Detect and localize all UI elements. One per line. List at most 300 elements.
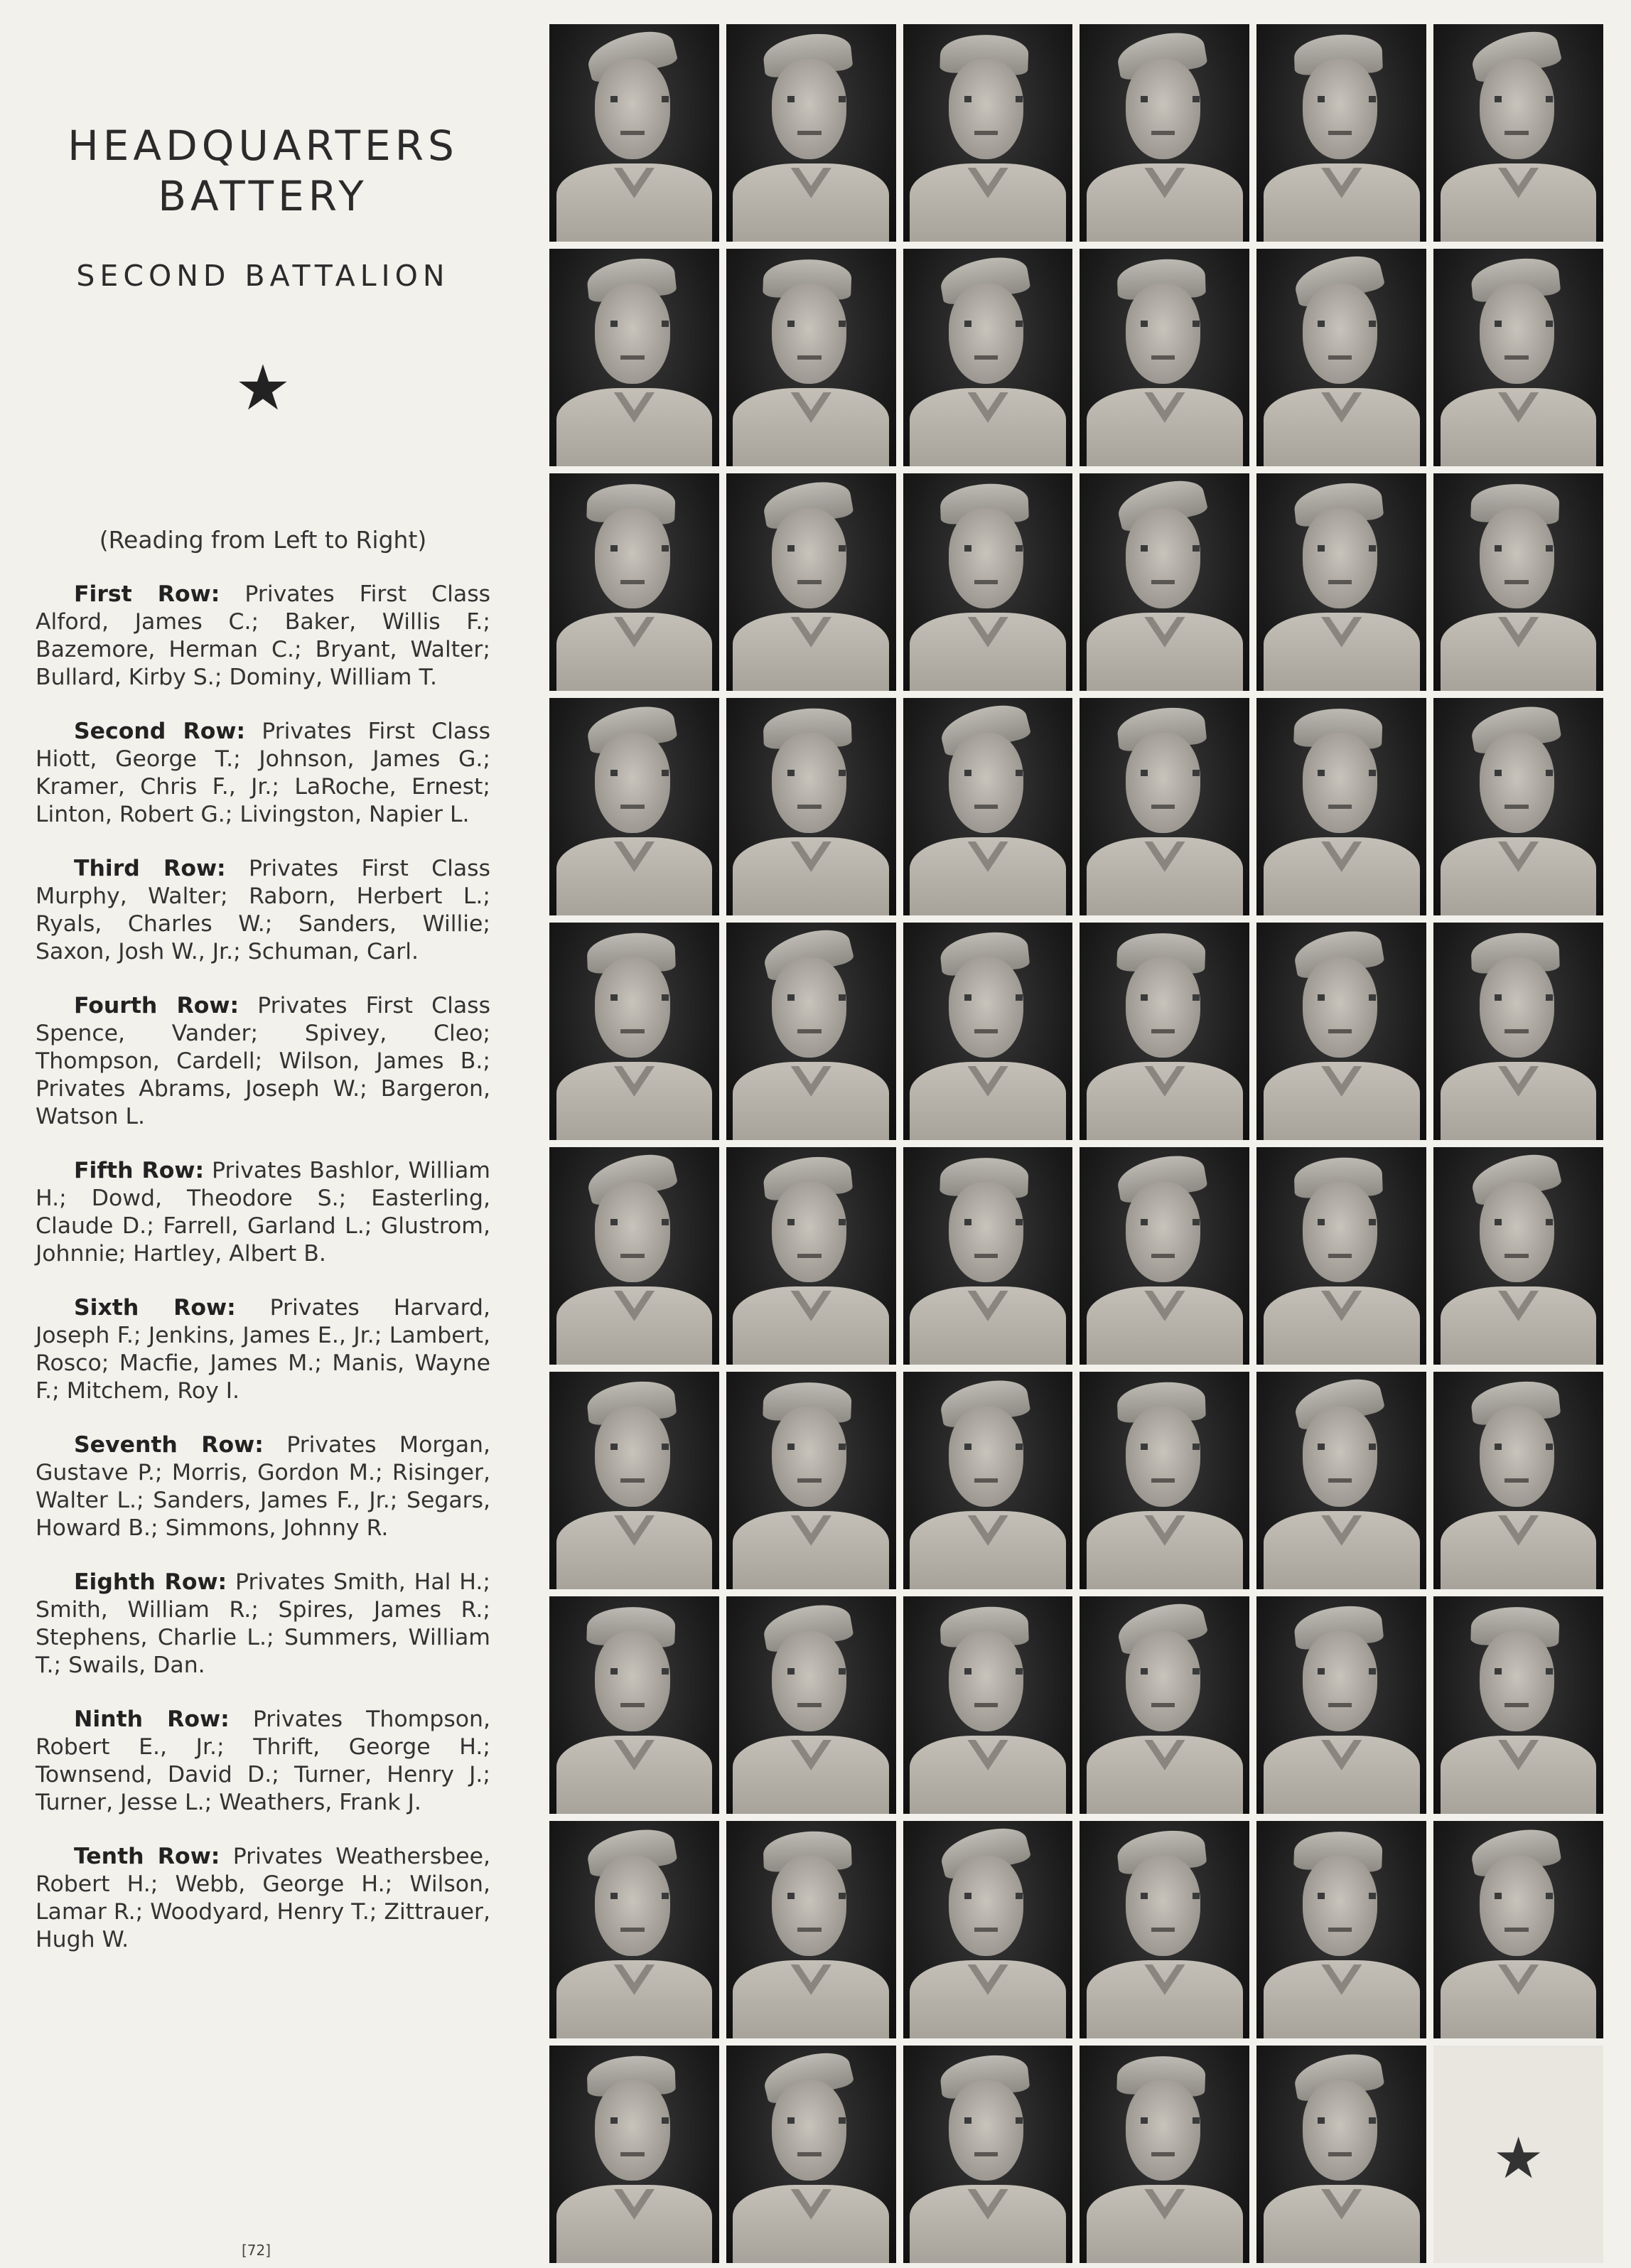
portrait-mouth <box>974 1703 998 1707</box>
portrait-shirt <box>1441 1511 1597 1589</box>
soldier-portrait <box>549 1147 719 1365</box>
portrait-eyes <box>1141 1444 1199 1450</box>
portrait-mouth <box>1328 805 1352 809</box>
portrait-face <box>1303 957 1377 1058</box>
portrait-shirt <box>1087 837 1243 915</box>
soldier-portrait <box>1080 1372 1249 1589</box>
reading-note: (Reading from Left to Right) <box>99 525 427 554</box>
portrait-shirt <box>1264 837 1420 915</box>
soldier-portrait <box>903 473 1073 691</box>
soldier-portrait <box>726 1372 896 1589</box>
soldier-portrait <box>549 1372 719 1589</box>
portrait-shirt <box>1264 613 1420 691</box>
roster-row-3 <box>36 855 490 966</box>
roster-row-6 <box>36 1294 490 1405</box>
soldier-portrait <box>1080 2046 1249 2263</box>
portrait-face <box>595 1856 669 1956</box>
soldier-portrait <box>549 473 719 691</box>
portrait-eyes <box>610 1668 669 1675</box>
portrait-mouth <box>620 1703 644 1707</box>
soldier-portrait <box>726 1821 896 2038</box>
portrait-eyes <box>610 1219 669 1225</box>
portrait-mouth <box>974 805 998 809</box>
soldier-portrait <box>726 698 896 915</box>
portrait-face <box>1303 1182 1377 1282</box>
portrait-face <box>595 1182 669 1282</box>
portrait-face <box>595 508 669 608</box>
portrait-shirt <box>556 1062 713 1140</box>
portrait-shirt <box>1441 1062 1597 1140</box>
portrait-shirt <box>733 1062 889 1140</box>
soldier-portrait <box>549 1821 719 2038</box>
portrait-mouth <box>974 1928 998 1932</box>
portrait-eyes <box>1318 545 1376 552</box>
roster-row-8 <box>36 1569 490 1679</box>
portrait-shirt <box>556 837 713 915</box>
row-names: Privates Weathersbee, Robert H.; Webb, George H.; Wilson, Lamar R.; Woodyard, Henry T.; Zittrauer, Hugh W. <box>36 1843 490 1952</box>
portrait-eyes <box>1495 545 1553 552</box>
portrait-shirt <box>1441 1286 1597 1365</box>
portrait-face <box>772 508 846 608</box>
portrait-mouth <box>1328 1928 1352 1932</box>
row-names: Privates First Class Hiott, George T.; Johnson, James G.; Kramer, Chris F., Jr.; LaRoche, Ernest; Linton, Robert G.; Livingston, Napier L. <box>36 718 490 827</box>
end-star-cell <box>1433 2046 1603 2263</box>
soldier-portrait <box>903 923 1073 1140</box>
portrait-face <box>595 284 669 384</box>
soldier-portrait <box>1080 473 1249 691</box>
portrait-shirt <box>733 613 889 691</box>
portrait-eyes <box>1141 994 1199 1001</box>
portrait-shirt <box>1087 163 1243 242</box>
portrait-eyes <box>1318 1668 1376 1675</box>
portrait-face <box>772 59 846 159</box>
portrait-eyes <box>964 96 1023 102</box>
soldier-portrait <box>903 1372 1073 1589</box>
portrait-eyes <box>964 1893 1023 1899</box>
portrait-mouth <box>1504 580 1528 584</box>
portrait-shirt <box>1441 163 1597 242</box>
row-label: Sixth Row: <box>74 1294 236 1321</box>
portrait-shirt <box>1264 1736 1420 1814</box>
soldier-portrait <box>1256 1372 1426 1589</box>
portrait-eyes <box>1318 1893 1376 1899</box>
portrait-face <box>1480 1182 1554 1282</box>
portrait-mouth <box>974 2152 998 2156</box>
portrait-shirt <box>1264 1960 1420 2038</box>
portrait-eyes <box>610 1444 669 1450</box>
soldier-portrait <box>903 1821 1073 2038</box>
portrait-shirt <box>910 163 1066 242</box>
soldier-portrait <box>1433 1821 1603 2038</box>
portrait-grid <box>549 24 1603 2263</box>
portrait-mouth <box>1328 131 1352 135</box>
portrait-shirt <box>1264 388 1420 466</box>
row-names: Privates Thompson, Robert E., Jr.; Thrift, George H.; Townsend, David D.; Turner, Henry J.; Turner, Jesse L.; Weathers, Frank J. <box>36 1706 490 1815</box>
portrait-eyes <box>1495 96 1553 102</box>
row-label: Seventh Row: <box>74 1431 264 1458</box>
roster-row-10 <box>36 1843 490 1954</box>
portrait-face <box>1303 1407 1377 1507</box>
soldier-portrait <box>726 1147 896 1365</box>
portrait-shirt <box>556 2185 713 2263</box>
portrait-eyes <box>1141 1219 1199 1225</box>
portrait-mouth <box>1151 1928 1175 1932</box>
portrait-mouth <box>620 1478 644 1483</box>
portrait-face <box>1303 733 1377 833</box>
portrait-face <box>1480 508 1554 608</box>
row-label: Fifth Row: <box>74 1157 205 1183</box>
roster-row-1 <box>36 581 490 692</box>
portrait-eyes <box>1141 545 1199 552</box>
portrait-mouth <box>1328 1254 1352 1258</box>
soldier-portrait <box>903 24 1073 242</box>
soldier-portrait <box>726 24 896 242</box>
soldier-portrait <box>549 249 719 466</box>
portrait-face <box>1126 1631 1200 1731</box>
portrait-eyes <box>1495 994 1553 1001</box>
portrait-mouth <box>1504 1029 1528 1033</box>
portrait-eyes <box>787 1668 846 1675</box>
portrait-mouth <box>1151 355 1175 360</box>
portrait-face <box>1480 733 1554 833</box>
portrait-shirt <box>1264 1062 1420 1140</box>
portrait-face <box>1480 1856 1554 1956</box>
portrait-mouth <box>1504 131 1528 135</box>
portrait-eyes <box>787 96 846 102</box>
soldier-portrait <box>549 1596 719 1814</box>
soldier-portrait <box>903 249 1073 466</box>
portrait-face <box>1126 284 1200 384</box>
portrait-eyes <box>1318 96 1376 102</box>
portrait-mouth <box>1504 1928 1528 1932</box>
roster-row-4 <box>36 992 490 1131</box>
portrait-shirt <box>733 2185 889 2263</box>
portrait-shirt <box>1087 613 1243 691</box>
portrait-shirt <box>1441 613 1597 691</box>
soldier-portrait <box>1256 249 1426 466</box>
portrait-eyes <box>787 1444 846 1450</box>
soldier-portrait <box>549 2046 719 2263</box>
portrait-eyes <box>610 545 669 552</box>
soldier-portrait <box>1080 698 1249 915</box>
portrait-mouth <box>1151 1478 1175 1483</box>
portrait-face <box>772 1856 846 1956</box>
portrait-eyes <box>1318 2117 1376 2124</box>
portrait-face <box>949 1631 1023 1731</box>
soldier-portrait <box>549 698 719 915</box>
portrait-shirt <box>1087 1960 1243 2038</box>
portrait-mouth <box>797 805 821 809</box>
portrait-shirt <box>733 388 889 466</box>
portrait-face <box>772 1182 846 1282</box>
portrait-face <box>772 733 846 833</box>
portrait-shirt <box>1087 1286 1243 1365</box>
portrait-shirt <box>556 1736 713 1814</box>
portrait-shirt <box>733 1511 889 1589</box>
portrait-shirt <box>1264 1511 1420 1589</box>
portrait-shirt <box>1087 1511 1243 1589</box>
portrait-mouth <box>974 1254 998 1258</box>
soldier-portrait <box>1256 24 1426 242</box>
portrait-face <box>595 733 669 833</box>
portrait-eyes <box>1141 770 1199 776</box>
portrait-eyes <box>610 96 669 102</box>
portrait-face <box>595 957 669 1058</box>
soldier-portrait <box>1433 24 1603 242</box>
portrait-eyes <box>1141 96 1199 102</box>
portrait-eyes <box>964 1219 1023 1225</box>
soldier-portrait <box>1080 1147 1249 1365</box>
portrait-face <box>1303 508 1377 608</box>
portrait-mouth <box>974 580 998 584</box>
portrait-face <box>595 1407 669 1507</box>
soldier-portrait <box>726 923 896 1140</box>
portrait-face <box>949 1407 1023 1507</box>
portrait-eyes <box>1141 2117 1199 2124</box>
portrait-shirt <box>1441 388 1597 466</box>
row-names: Privates First Class Alford, James C.; Baker, Willis F.; Bazemore, Herman C.; Bryant, Walter; Bullard, Kirby S.; Dominy, William T. <box>36 581 491 690</box>
title-line-1: HEADQUARTERS <box>68 122 458 170</box>
portrait-eyes <box>1318 321 1376 327</box>
roster-row-9 <box>36 1706 490 1817</box>
portrait-mouth <box>1151 1703 1175 1707</box>
soldier-portrait <box>1433 249 1603 466</box>
portrait-shirt <box>910 1736 1066 1814</box>
soldier-portrait <box>549 24 719 242</box>
portrait-shirt <box>910 388 1066 466</box>
portrait-face <box>1126 1856 1200 1956</box>
page-number: [72] <box>242 2242 271 2259</box>
portrait-shirt <box>910 2185 1066 2263</box>
portrait-face <box>1480 59 1554 159</box>
portrait-eyes <box>964 545 1023 552</box>
portrait-eyes <box>1318 994 1376 1001</box>
portrait-eyes <box>787 2117 846 2124</box>
portrait-shirt <box>733 1286 889 1365</box>
portrait-mouth <box>797 1254 821 1258</box>
row-names: Privates First Class Spence, Vander; Spivey, Cleo; Thompson, Cardell; Wilson, James B.; Privates Abrams, Joseph W.; Bargeron, Watson L. <box>36 992 491 1129</box>
portrait-shirt <box>556 1960 713 2038</box>
portrait-face <box>1126 1182 1200 1282</box>
portrait-mouth <box>1328 355 1352 360</box>
row-label: Fourth Row: <box>74 992 239 1019</box>
portrait-shirt <box>910 1511 1066 1589</box>
portrait-face <box>772 957 846 1058</box>
portrait-eyes <box>610 994 669 1001</box>
portrait-eyes <box>610 1893 669 1899</box>
soldier-portrait <box>549 923 719 1140</box>
portrait-eyes <box>1495 321 1553 327</box>
portrait-shirt <box>556 163 713 242</box>
portrait-mouth <box>620 1254 644 1258</box>
portrait-eyes <box>787 1219 846 1225</box>
portrait-face <box>1303 284 1377 384</box>
portrait-mouth <box>1504 1703 1528 1707</box>
portrait-mouth <box>1151 580 1175 584</box>
page-title <box>36 121 490 222</box>
portrait-face <box>949 733 1023 833</box>
portrait-shirt <box>556 1286 713 1365</box>
portrait-eyes <box>1318 770 1376 776</box>
portrait-mouth <box>1151 1029 1175 1033</box>
portrait-mouth <box>974 1478 998 1483</box>
soldier-portrait <box>1080 923 1249 1140</box>
star-divider-icon: ★ <box>235 350 291 424</box>
portrait-eyes <box>1495 1444 1553 1450</box>
portrait-face <box>595 2080 669 2181</box>
soldier-portrait <box>903 1147 1073 1365</box>
soldier-portrait <box>1433 473 1603 691</box>
soldier-portrait <box>1256 2046 1426 2263</box>
portrait-face <box>949 1856 1023 1956</box>
portrait-face <box>595 1631 669 1731</box>
portrait-mouth <box>620 1928 644 1932</box>
portrait-mouth <box>797 2152 821 2156</box>
portrait-eyes <box>964 1444 1023 1450</box>
soldier-portrait <box>1256 1821 1426 2038</box>
portrait-face <box>1126 733 1200 833</box>
portrait-mouth <box>1504 355 1528 360</box>
portrait-eyes <box>964 1668 1023 1675</box>
portrait-face <box>1303 1631 1377 1731</box>
portrait-eyes <box>1495 1219 1553 1225</box>
soldier-portrait <box>726 249 896 466</box>
portrait-shirt <box>910 613 1066 691</box>
soldier-portrait <box>1433 1372 1603 1589</box>
portrait-shirt <box>1441 1960 1597 2038</box>
portrait-face <box>1303 2080 1377 2181</box>
portrait-shirt <box>1087 1062 1243 1140</box>
portrait-shirt <box>733 837 889 915</box>
soldier-portrait <box>726 2046 896 2263</box>
page-subtitle: SECOND BATTALION <box>76 258 450 293</box>
portrait-shirt <box>910 837 1066 915</box>
soldier-portrait <box>903 1596 1073 1814</box>
portrait-mouth <box>797 355 821 360</box>
portrait-mouth <box>797 1928 821 1932</box>
soldier-portrait <box>1256 473 1426 691</box>
roster-row-7 <box>36 1431 490 1542</box>
soldier-portrait <box>1080 24 1249 242</box>
portrait-mouth <box>1328 580 1352 584</box>
portrait-mouth <box>620 1029 644 1033</box>
portrait-shirt <box>1264 1286 1420 1365</box>
portrait-eyes <box>964 2117 1023 2124</box>
title-line-2: BATTERY <box>158 171 368 220</box>
portrait-shirt <box>556 1511 713 1589</box>
portrait-eyes <box>1495 770 1553 776</box>
portrait-eyes <box>1495 1893 1553 1899</box>
portrait-mouth <box>1328 1029 1352 1033</box>
portrait-eyes <box>787 1893 846 1899</box>
roster-list <box>36 581 490 1954</box>
portrait-mouth <box>1151 131 1175 135</box>
soldier-portrait <box>1256 1596 1426 1814</box>
portrait-eyes <box>1495 1668 1553 1675</box>
portrait-face <box>1480 1631 1554 1731</box>
end-star-icon: ★ <box>1492 2125 1544 2191</box>
row-label: Third Row: <box>74 855 226 881</box>
portrait-mouth <box>1151 805 1175 809</box>
portrait-mouth <box>1328 2152 1352 2156</box>
portrait-shirt <box>1087 388 1243 466</box>
portrait-eyes <box>1318 1444 1376 1450</box>
portrait-face <box>772 1631 846 1731</box>
portrait-mouth <box>797 1029 821 1033</box>
portrait-mouth <box>1504 1254 1528 1258</box>
portrait-face <box>1303 59 1377 159</box>
portrait-eyes <box>1318 1219 1376 1225</box>
roster-row-2 <box>36 718 490 829</box>
portrait-eyes <box>787 770 846 776</box>
portrait-mouth <box>797 580 821 584</box>
portrait-mouth <box>1328 1478 1352 1483</box>
portrait-mouth <box>797 1703 821 1707</box>
portrait-face <box>1480 284 1554 384</box>
soldier-portrait <box>726 1596 896 1814</box>
portrait-face <box>772 2080 846 2181</box>
row-label: Second Row: <box>74 718 246 744</box>
portrait-mouth <box>1151 2152 1175 2156</box>
portrait-face <box>1126 2080 1200 2181</box>
soldier-portrait <box>1256 1147 1426 1365</box>
portrait-face <box>1480 957 1554 1058</box>
portrait-mouth <box>620 131 644 135</box>
portrait-face <box>949 284 1023 384</box>
portrait-eyes <box>787 994 846 1001</box>
soldier-portrait <box>1256 698 1426 915</box>
portrait-shirt <box>910 1286 1066 1365</box>
portrait-face <box>1126 508 1200 608</box>
portrait-shirt <box>733 1736 889 1814</box>
portrait-shirt <box>1264 163 1420 242</box>
portrait-mouth <box>974 1029 998 1033</box>
portrait-eyes <box>964 321 1023 327</box>
portrait-face <box>949 2080 1023 2181</box>
portrait-mouth <box>797 1478 821 1483</box>
portrait-mouth <box>1328 1703 1352 1707</box>
row-label: Tenth Row: <box>74 1843 220 1869</box>
portrait-mouth <box>620 355 644 360</box>
soldier-portrait <box>1256 923 1426 1140</box>
soldier-portrait <box>1080 1596 1249 1814</box>
row-label: First Row: <box>74 581 220 607</box>
portrait-face <box>1126 957 1200 1058</box>
row-names: Privates Harvard, Joseph F.; Jenkins, James E., Jr.; Lambert, Rosco; Macfie, James M.; Manis, Wayne F.; Mitchem, Roy I. <box>36 1294 490 1404</box>
row-label: Eighth Row: <box>74 1569 227 1595</box>
portrait-face <box>772 1407 846 1507</box>
portrait-eyes <box>1141 1893 1199 1899</box>
portrait-face <box>772 284 846 384</box>
row-names: Privates First Class Murphy, Walter; Raborn, Herbert L.; Ryals, Charles W.; Sanders, Willie; Saxon, Josh W., Jr.; Schuman, Carl. <box>36 855 491 964</box>
portrait-face <box>1480 1407 1554 1507</box>
portrait-shirt <box>733 1960 889 2038</box>
portrait-face <box>949 59 1023 159</box>
portrait-shirt <box>910 1062 1066 1140</box>
portrait-mouth <box>620 805 644 809</box>
row-names: Privates Morgan, Gustave P.; Morris, Gordon M.; Risinger, Walter L.; Sanders, James F., Jr.; Segars, Howard B.; Simmons, Johnny R. <box>36 1431 491 1541</box>
soldier-portrait <box>1433 1147 1603 1365</box>
portrait-mouth <box>797 131 821 135</box>
portrait-mouth <box>620 580 644 584</box>
portrait-eyes <box>787 545 846 552</box>
soldier-portrait <box>1080 249 1249 466</box>
portrait-mouth <box>1504 805 1528 809</box>
soldier-portrait <box>1080 1821 1249 2038</box>
portrait-eyes <box>964 770 1023 776</box>
portrait-shirt <box>910 1960 1066 2038</box>
portrait-shirt <box>733 163 889 242</box>
